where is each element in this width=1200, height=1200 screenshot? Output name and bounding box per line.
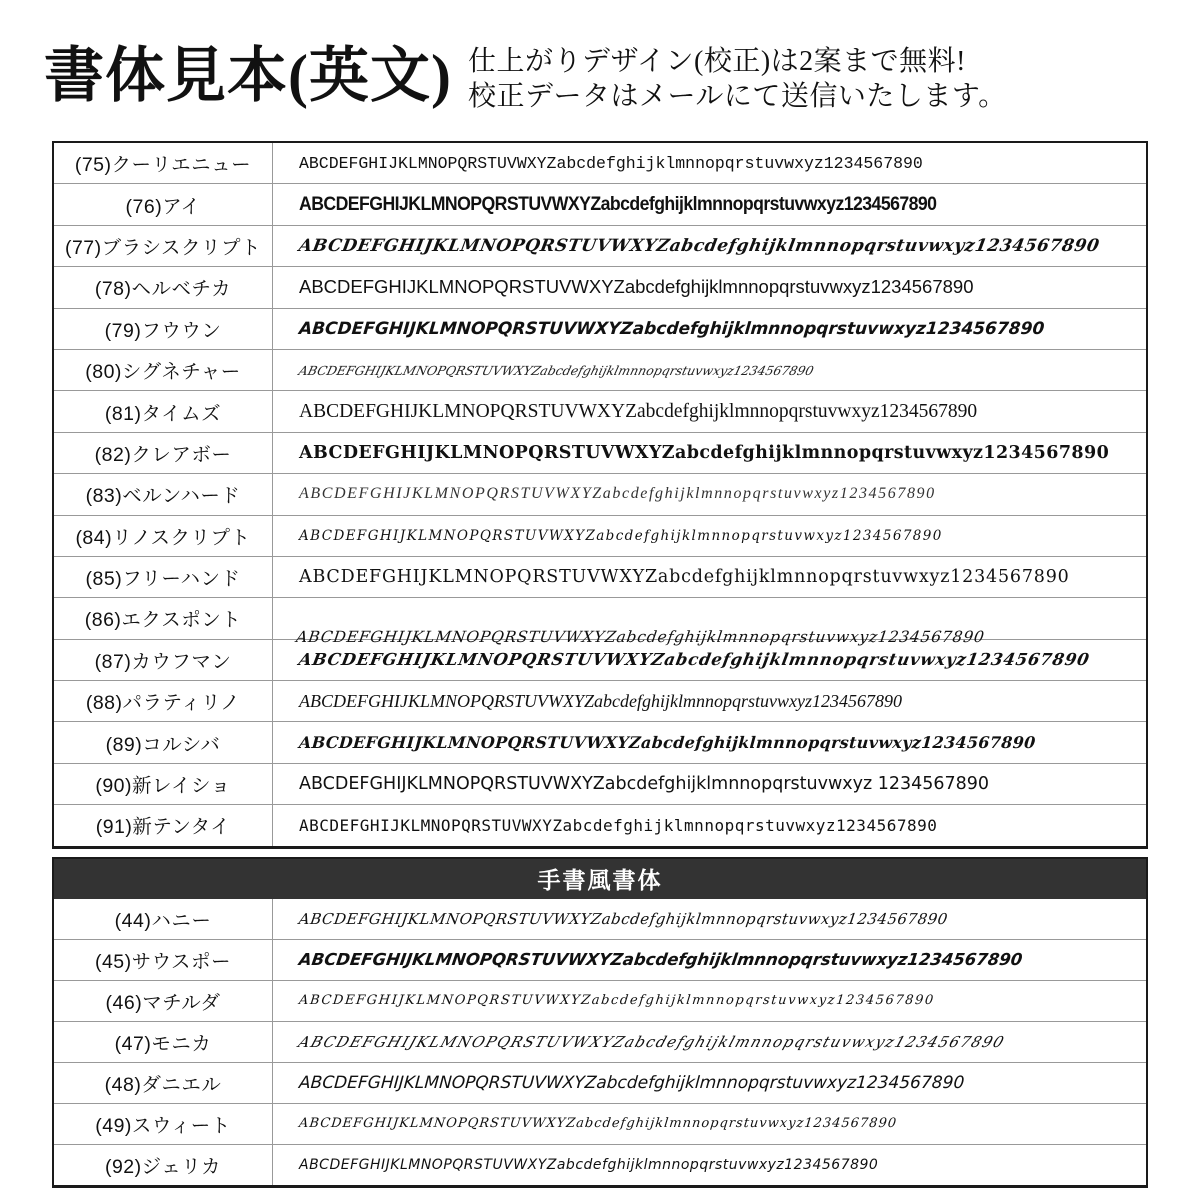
- font-name-label: (89)コルシバ: [54, 722, 273, 762]
- font-sample: ABCDEFGHIJKLMNOPQRSTUVWXYZabcdefghijklmnnopqrstuvwxyz1234567890: [299, 815, 938, 835]
- font-sample-cell: [273, 1145, 1146, 1185]
- font-name-label: (75)クーリエニュー: [54, 143, 273, 183]
- font-sample-cell: [273, 1104, 1146, 1144]
- font-name-label: (92)ジェリカ: [54, 1145, 273, 1185]
- font-row-76: [54, 183, 1146, 224]
- font-name-label: (45)サウスポー: [54, 940, 273, 980]
- font-name-label: (78)ヘルベチカ: [54, 267, 273, 307]
- font-row-88: [54, 680, 1146, 721]
- font-sample-cell: [273, 184, 1146, 224]
- font-sample-cell: [273, 350, 1146, 390]
- font-sample: ABCDEFGHIJKLMNOPQRSTUVWXYZabcdefghijklmnnopqrstuvwxyz1234567890: [299, 527, 943, 544]
- font-sample-cell: [273, 981, 1146, 1021]
- font-row-78: [54, 266, 1146, 307]
- font-row-79: [54, 308, 1146, 349]
- english-font-table: [52, 141, 1148, 849]
- font-sample: ABCDEFGHIJKLMNOPQRSTUVWXYZabcdefghijklmnnopqrstuvwxyz1234567890: [296, 1032, 1008, 1051]
- font-sample-cell: [273, 940, 1146, 980]
- font-sample: ABCDEFGHIJKLMNOPQRSTUVWXYZabcdefghijklmnnopqrstuvwxyz1234567890: [299, 276, 974, 298]
- font-sample: ABCDEFGHIJKLMNOPQRSTUVWXYZabcdefghijklmnnopqrstuvwxyz1234567890: [298, 1116, 898, 1132]
- font-row-89: [54, 721, 1146, 762]
- font-sample-cell: [273, 722, 1146, 762]
- font-name-label: (87)カウフマン: [54, 640, 273, 680]
- font-name-label: (46)マチルダ: [54, 981, 273, 1021]
- font-name-label: (91)新テンタイ: [54, 805, 273, 845]
- font-sample-cell: [273, 143, 1146, 183]
- font-row-85: [54, 556, 1146, 597]
- font-name-label: (90)新レイショ: [54, 764, 273, 804]
- font-sample: ABCDEFGHIJKLMNOPQRSTUVWXYZabcdefghijklmnnopqrstuvwxyz1234567890: [297, 235, 1102, 256]
- font-sample: ABCDEFGHIJKLMNOPQRSTUVWXYZabcdefghijklmnnopqrstuvwxyz 1234567890: [299, 774, 990, 795]
- font-row-82: [54, 432, 1146, 473]
- font-sample-cell: [273, 805, 1146, 845]
- font-sample: ABCDEFGHIJKLMNOPQRSTUVWXYZabcdefghijklmnnopqrstuvwxyz1234567890: [299, 400, 978, 422]
- font-sample-cell: [273, 391, 1146, 431]
- font-sample: ABCDEFGHIJKLMNOPQRSTUVWXYZabcdefghijklmnnopqrstuvwxyz1234567890: [299, 567, 1070, 588]
- font-name-label: (86)エクスポント: [54, 598, 273, 638]
- font-sample-cell: [273, 557, 1146, 597]
- font-sample-cell: [273, 267, 1146, 307]
- font-row-75: [54, 143, 1146, 183]
- font-sample-cell: [273, 226, 1146, 266]
- font-name-label: (81)タイムズ: [54, 391, 273, 431]
- font-sample: ABCDEFGHIJKLMNOPQRSTUVWXYZabcdefghijklmnnopqrstuvwxyz1234567890: [299, 690, 902, 711]
- font-sample-cell: [273, 598, 1146, 647]
- font-sample: ABCDEFGHIJKLMNOPQRSTUVWXYZabcdefghijklmnnopqrstuvwxyz1234567890: [298, 993, 936, 1009]
- font-name-label: (48)ダニエル: [54, 1063, 273, 1103]
- font-sample: ABCDEFGHIJKLMNOPQRSTUVWXYZabcdefghijklmnnopqrstuvwxyz1234567890: [299, 442, 1110, 463]
- font-row-81: [54, 390, 1146, 431]
- font-name-label: (83)ベルンハード: [54, 474, 273, 514]
- subtitle-line-2: 校正データはメールにて送信いたします。: [467, 81, 1007, 112]
- font-row-47: [54, 1021, 1146, 1062]
- font-sample-cell: [273, 1022, 1146, 1062]
- font-sample-cell: [273, 899, 1146, 939]
- font-sample-cell: [273, 516, 1146, 556]
- font-row-92: [54, 1144, 1146, 1185]
- font-sample-cell: [273, 681, 1146, 721]
- font-name-label: (80)シグネチャー: [54, 350, 273, 390]
- page-title: 書体見本(英文): [44, 43, 452, 109]
- font-name-label: (44)ハニー: [54, 899, 273, 939]
- page-header: [0, 0, 1200, 120]
- font-row-80: [54, 349, 1146, 390]
- font-name-label: (82)クレアボー: [54, 433, 273, 473]
- font-sample: ABCDEFGHIJKLMNOPQRSTUVWXYZabcdefghijklmnnopqrstuvwxyz1234567890: [297, 650, 1092, 670]
- font-row-77: [54, 225, 1146, 266]
- font-sample-cell: [273, 1063, 1146, 1103]
- font-name-label: (47)モニカ: [54, 1022, 273, 1062]
- font-sample: ABCDEFGHIJKLMNOPQRSTUVWXYZabcdefghijklmnnopqrstuvwxyz1234567890: [299, 485, 936, 503]
- font-name-label: (77)ブラシスクリプト: [54, 226, 273, 266]
- font-sample-cell: [273, 309, 1146, 349]
- font-sample: ABCDEFGHIJKLMNOPQRSTUVWXYZabcdefghijklmnnopqrstuvwxyz1234567890: [297, 950, 1024, 970]
- handwritten-font-table: [52, 857, 1148, 1188]
- font-row-91: [54, 804, 1146, 845]
- font-row-45: [54, 939, 1146, 980]
- font-sample: ABCDEFGHIJKLMNOPQRSTUVWXYZabcdefghijklmnnopqrstuvwxyz1234567890: [299, 193, 937, 215]
- font-sample: ABCDEFGHIJKLMNOPQRSTUVWXYZabcdefghijklmnnopqrstuvwxyz1234567890: [298, 1072, 965, 1093]
- font-name-label: (85)フリーハンド: [54, 557, 273, 597]
- font-sample-cell: [273, 764, 1146, 804]
- font-sample: ABCDEFGHIJKLMNOPQRSTUVWXYZabcdefghijklmnnopqrstuvwxyz1234567890: [299, 153, 923, 173]
- font-sample: ABCDEFGHIJKLMNOPQRSTUVWXYZabcdefghijklmnnopqrstuvwxyz1234567890: [298, 733, 1037, 753]
- font-row-86: [54, 597, 1146, 647]
- font-row-44: [54, 899, 1146, 939]
- font-row-48: [54, 1062, 1146, 1103]
- font-row-90: [54, 763, 1146, 804]
- font-row-49: [54, 1103, 1146, 1144]
- font-sample-cell: [273, 433, 1146, 473]
- font-sample-cell: [273, 474, 1146, 514]
- font-name-label: (88)パラティリノ: [54, 681, 273, 721]
- header-subtitle: [468, 32, 1007, 114]
- font-name-label: (49)スウィート: [54, 1104, 273, 1144]
- font-sample: ABCDEFGHIJKLMNOPQRSTUVWXYZabcdefghijklmnnopqrstuvwxyz1234567890: [299, 1156, 879, 1173]
- font-name-label: (84)リノスクリプト: [54, 516, 273, 556]
- font-sample: ABCDEFGHIJKLMNOPQRSTUVWXYZabcdefghijklmnnopqrstuvwxyz1234567890: [295, 628, 986, 647]
- handwritten-section-header: 手書風書体: [54, 859, 1146, 899]
- font-row-84: [54, 515, 1146, 556]
- font-row-83: [54, 473, 1146, 514]
- font-name-label: (79)フウウン: [54, 309, 273, 349]
- font-sample: ABCDEFGHIJKLMNOPQRSTUVWXYZabcdefghijklmnnopqrstuvwxyz1234567890: [297, 909, 950, 928]
- subtitle-line-1: 仕上がりデザイン(校正)は2案まで無料!: [467, 46, 966, 77]
- font-name-label: (76)アイ: [54, 184, 273, 224]
- font-sample: ABCDEFGHIJKLMNOPQRSTUVWXYZabcdefghijklmnnopqrstuvwxyz1234567890: [297, 362, 816, 378]
- font-row-46: [54, 980, 1146, 1021]
- font-sample: ABCDEFGHIJKLMNOPQRSTUVWXYZabcdefghijklmnnopqrstuvwxyz1234567890: [298, 318, 1046, 339]
